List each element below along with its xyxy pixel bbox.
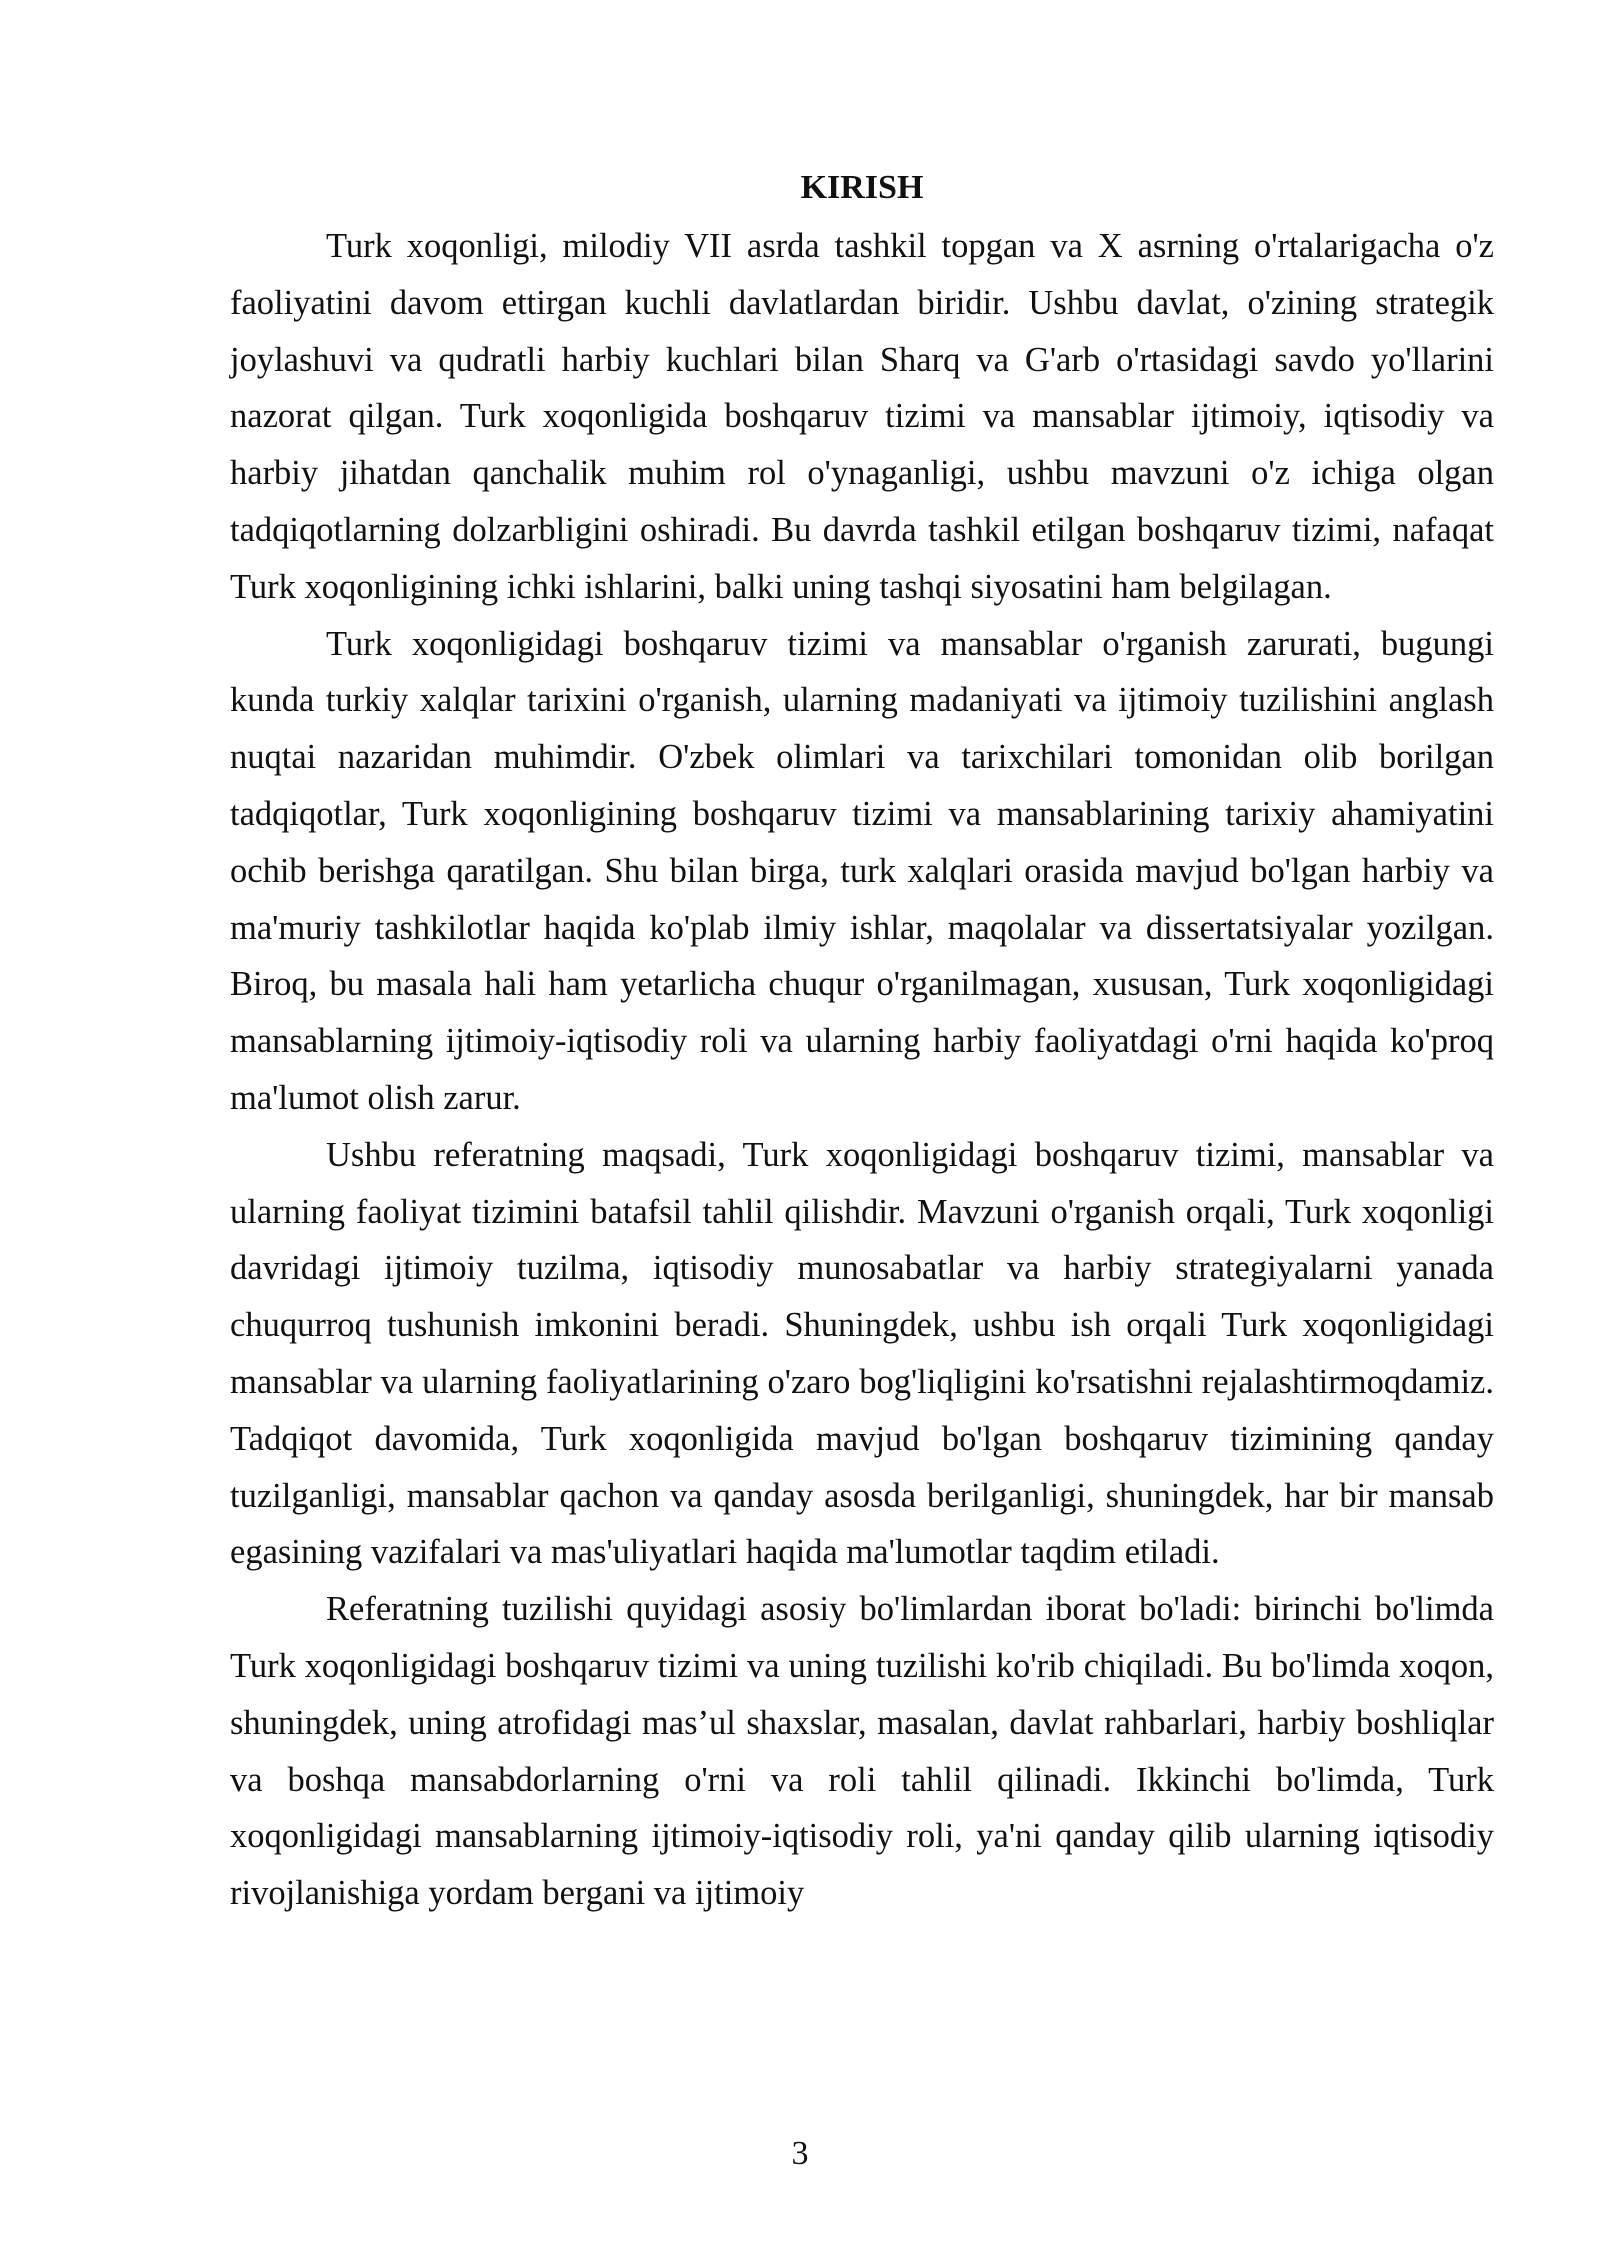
paragraph-4: Referatning tuzilishi quyidagi asosiy bo'limlardan iborat bo'ladi: birinchi bo'limda Turk xoqonligidagi boshqaruv tizimi va uning tuzilishi ko'rib chiqiladi. Bu bo'limda xoqon, shuningdek, uning atrofidagi mas’ul shaxslar, masalan, davlat rahbarlari, harbiy boshliqlar va boshqa mansabdorlarning o'rni va roli tahlil qilinadi. Ikkinchi bo'limda, Turk xoqonligidagi mansablarning ijtimoiy-iqtisodiy roli, ya'ni qanday qilib ularning iqtisodiy rivojlanishiga yordam bergani va ijtimoiy [230,1590,1494,1913]
paragraph-1: Turk xoqonligi, milodiy VII asrda tashkil topgan va X asrning o'rtalarigacha o'z faoliyatini davom ettirgan kuchli davlatlardan biridir. Ushbu davlat, o'zining strategik joylashuvi va qudratli harbiy kuchlari bilan Sharq va G'arb o'rtasidagi savdo yo'llarini nazorat qilgan. Turk xoqonligida boshqaruv tizimi va mansablar ijtimoiy, iqtisodiy va harbiy jihatdan qanchalik muhim rol o'ynaganligi, ushbu mavzuni o'z ichiga olgan tadqiqotlarning dolzarbligini oshiradi. Bu davrda tashkil etilgan boshqaruv tizimi, nafaqat Turk xoqonligining ichki ishlarini, balki uning tashqi siyosatini ham belgilagan. [230,227,1494,606]
page-content [230,160,1494,1922]
page-number: 3 [791,2135,809,2172]
paragraph-3: Ushbu referatning maqsadi, Turk xoqonligidagi boshqaruv tizimi, mansablar va ularning faoliyat tizimini batafsil tahlil qilishdir. Mavzuni o'rganish orqali, Turk xoqonligi davridagi ijtimoiy tuzilma, iqtisodiy munosabatlar va harbiy strategiyalarni yanada chuqurroq tushunish imkonini beradi. Shuningdek, ushbu ish orqali Turk xoqonligidagi mansablar va ularning faoliyatlarining o'zaro bog'liqligini ko'rsatishni rejalashtirmoqdamiz. Tadqiqot davomida, Turk xoqonligida mavjud bo'lgan boshqaruv tizimining qanday tuzilganligi, mansablar qachon va qanday asosda berilganligi, shuningdek, har bir mansab egasining vazifalari va mas'uliyatlari haqida ma'lumotlar taqdim etiladi. [230,1135,1494,1572]
paragraph-2: Turk xoqonligidagi boshqaruv tizimi va mansablar o'rganish zarurati, bugungi kunda turkiy xalqlar tarixini o'rganish, ularning madaniyati va ijtimoiy tuzilishini anglash nuqtai nazaridan muhimdir. O'zbek olimlari va tarixchilari tomonidan olib borilgan tadqiqotlar, Turk xoqonligining boshqaruv tizimi va mansablarining tarixiy ahamiyatini ochib berishga qaratilgan. Shu bilan birga, turk xalqlari orasida mavjud bo'lgan harbiy va ma'muriy tashkilotlar haqida ko'plab ilmiy ishlar, maqolalar va dissertatsiyalar yozilgan. Biroq, bu masala hali ham yetarlicha chuqur o'rganilmagan, xususan, Turk xoqonligidagi mansablarning ijtimoiy-iqtisodiy roli va ularning harbiy faoliyatdagi o'rni haqida ko'proq ma'lumot olish zarur. [230,624,1494,1117]
section-title: KIRISH [800,169,924,206]
